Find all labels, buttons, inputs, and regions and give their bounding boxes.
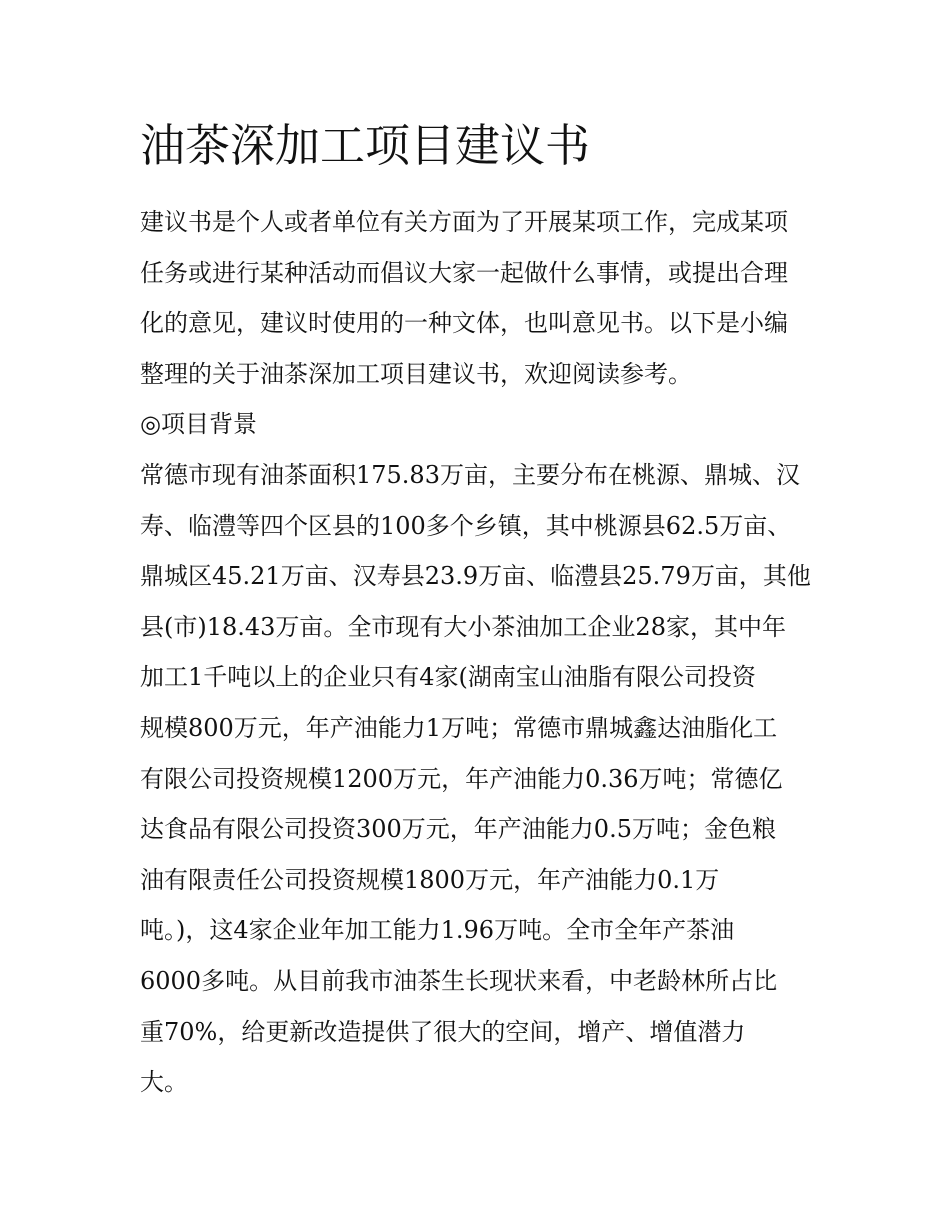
background-line: 大。 (140, 1068, 188, 1097)
background-line: 有限公司投资规模1200万元，年产油能力0.36万吨；常德亿 (140, 764, 783, 793)
intro-line: 整理的关于油茶深加工项目建议书，欢迎阅读参考。 (140, 359, 692, 388)
section-heading: ◎项目背景 (140, 410, 257, 439)
background-line: 常德市现有油茶面积175.83万亩，主要分布在桃源、鼎城、汉 (140, 460, 800, 489)
background-line: 达食品有限公司投资300万元，年产油能力0.5万吨；金色粮 (140, 815, 776, 844)
background-line: 加工1千吨以上的企业只有4家(湖南宝山油脂有限公司投资 (140, 663, 756, 692)
background-line: 鼎城区45.21万亩、汉寿县23.9万亩、临澧县25.79万亩，其他 (140, 562, 811, 591)
document-body (140, 197, 820, 1108)
background-line: 6000多吨。从目前我市油茶生长现状来看，中老龄林所占比 (140, 966, 778, 995)
background-line: 油有限责任公司投资规模1800万元，年产油能力0.1万 (140, 865, 720, 894)
background-line: 寿、临澧等四个区县的100多个乡镇，其中桃源县62.5万亩、 (140, 511, 792, 540)
background-line: 县(市)18.43万亩。全市现有大小茶油加工企业28家，其中年 (140, 612, 786, 641)
background-line: 规模800万元，年产油能力1万吨；常德市鼎城鑫达油脂化工 (140, 713, 778, 742)
intro-line: 化的意见，建议时使用的一种文体，也叫意见书。以下是小编 (140, 309, 788, 338)
intro-line: 建议书是个人或者单位有关方面为了开展某项工作，完成某项 (140, 208, 788, 236)
intro-line: 任务或进行某种活动而倡议大家一起做什么事情，或提出合理 (140, 258, 788, 287)
background-line: 重70%，给更新改造提供了很大的空间，增产、增值潜力 (140, 1017, 746, 1046)
background-line: 吨。)，这4家企业年加工能力1.96万吨。全市全年产茶油 (140, 916, 735, 945)
document-title: 油茶深加工项目建议书 (140, 119, 591, 172)
